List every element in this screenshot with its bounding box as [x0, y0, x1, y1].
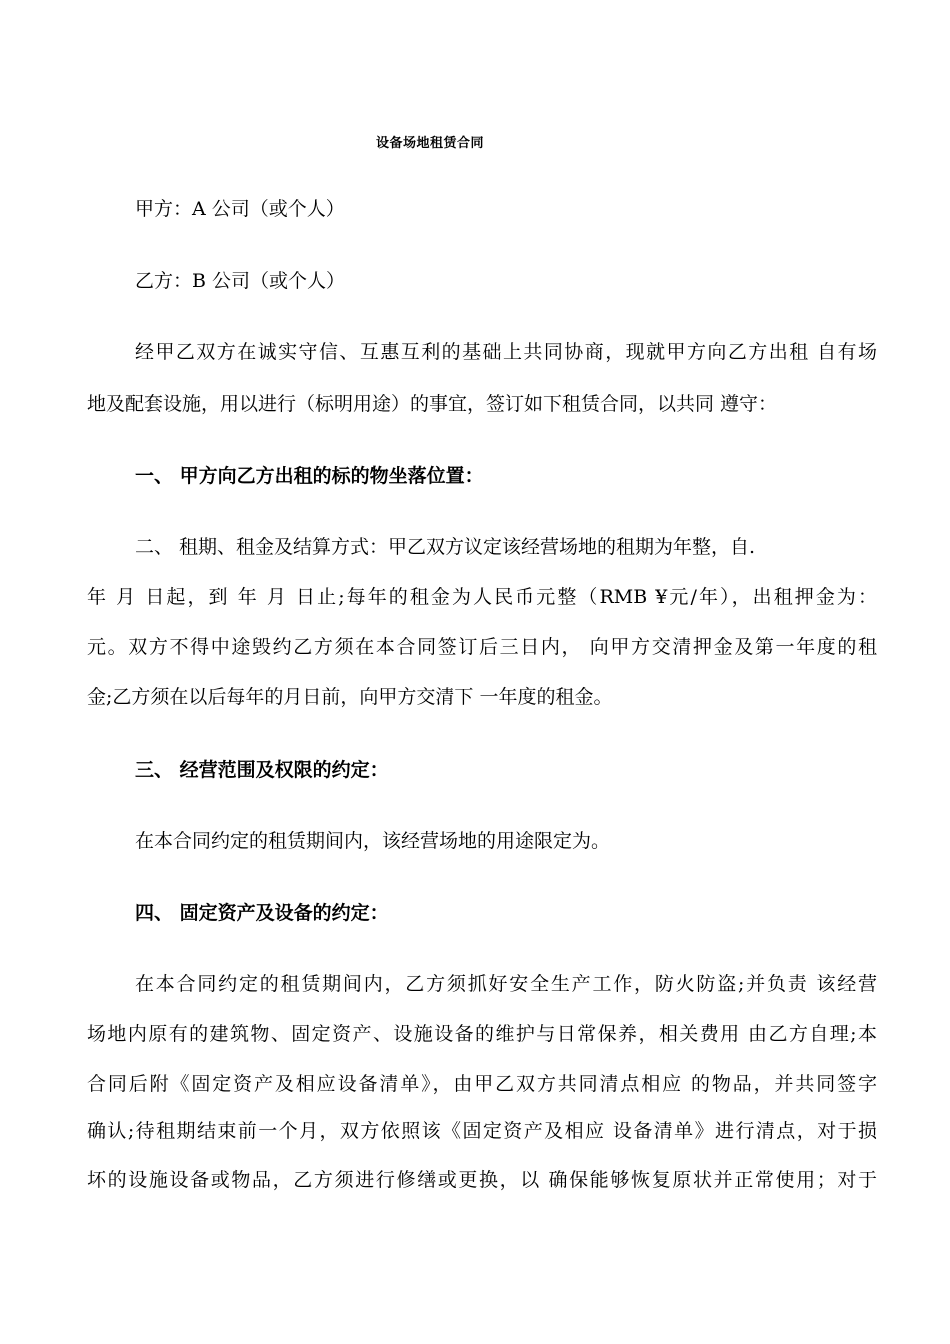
section-4-line-4: 确认;待租期结束前一个月，双方依照该《固定资产及相应 设备清单》进行清点，对于损	[87, 1120, 877, 1142]
section-2-line-3: 元。双方不得中途毁约乙方须在本合同签订后三日内， 向甲方交清押金及第一年度的租	[87, 636, 877, 658]
section-4-line-3: 合同后附《固定资产及相应设备清单》，由甲乙双方共同清点相应 的物品，并共同签字	[87, 1073, 877, 1095]
section-2-line-2: 年 月 日起，到 年 月 日止;每年的租金为人民币元整（RMB ¥元/年），出租押金为：	[87, 586, 877, 608]
section-4-heading: 四、 固定资产及设备的约定：	[135, 902, 389, 924]
section-4-line-2: 场地内原有的建筑物、固定资产、设施设备的维护与日常保养，相关费用 由乙方自理;本	[87, 1023, 877, 1045]
party-b: 乙方：B 公司（或个人）	[135, 270, 346, 292]
section-1-heading: 一、 甲方向乙方出租的标的物坐落位置：	[135, 465, 484, 487]
section-2-line-1: 二、 租期、租金及结算方式：甲乙双方议定该经营场地的租期为年整，自.	[135, 536, 756, 558]
section-3-body: 在本合同约定的租赁期间内，该经营场地的用途限定为。	[135, 830, 611, 852]
section-4-line-1: 在本合同约定的租赁期间内，乙方须抓好安全生产工作，防火防盗;并负责 该经营	[135, 973, 877, 995]
section-3-heading: 三、 经营范围及权限的约定：	[135, 759, 389, 781]
document-title: 设备场地租赁合同	[375, 136, 484, 151]
intro-line-2: 地及配套设施，用以进行（标明用途）的事宜，签订如下租赁合同，以共同 遵守：	[87, 393, 778, 415]
section-4-line-5: 坏的设施设备或物品，乙方须进行修缮或更换，以 确保能够恢复原状并正常使用；对于	[87, 1169, 877, 1191]
intro-line-1: 经甲乙双方在诚实守信、互惠互利的基础上共同协商，现就甲方向乙方出租 自有场	[135, 341, 877, 363]
section-2-line-4: 金;乙方须在以后每年的月日前，向甲方交清下 一年度的租金。	[87, 686, 613, 708]
party-a: 甲方：A 公司（或个人）	[135, 198, 345, 220]
